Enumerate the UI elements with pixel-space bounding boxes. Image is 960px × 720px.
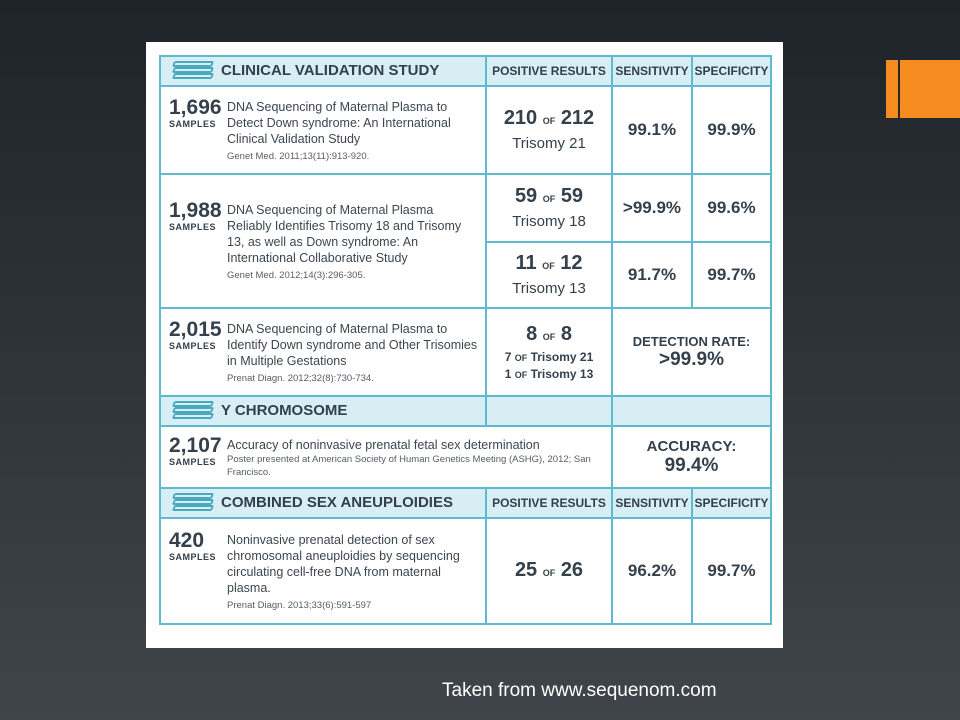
positive-results: 8 OF 8 7 OF Trisomy 21 1 OF Trisomy 13	[486, 308, 612, 396]
study-title: DNA Sequencing of Maternal Plasma to Identify Down syndrome and Other Trisomies in Multiple Gestations	[227, 322, 478, 368]
sensitivity-value: >99.9%	[612, 174, 692, 242]
study-cell	[160, 86, 486, 174]
col-header-specificity: SPECIFICITY	[692, 488, 771, 518]
sensitivity-value: 99.1%	[612, 86, 692, 174]
specificity-value: 99.7%	[692, 518, 771, 624]
table-row	[160, 426, 771, 488]
specificity-value: 99.6%	[692, 174, 771, 242]
specificity-value: 99.7%	[692, 242, 771, 308]
header-row-clinical	[160, 56, 771, 86]
study-cell	[160, 308, 486, 396]
study-cell	[160, 518, 486, 624]
header-row-y	[160, 396, 771, 426]
study-title: DNA Sequencing of Maternal Plasma to Detect Down syndrome: An International Clinical Validation Study	[227, 100, 451, 146]
accuracy: ACCURACY: 99.4%	[612, 426, 771, 488]
study-citation: Prenat Diagn. 2012;32(8):730-734.	[227, 373, 374, 384]
sensitivity-value: 91.7%	[612, 242, 692, 308]
sample-count: 420	[169, 529, 205, 552]
col-header-results: POSITIVE RESULTS	[486, 488, 612, 518]
study-citation: Prenat Diagn. 2013;33(6):591-597	[227, 600, 372, 611]
col-header-results: POSITIVE RESULTS	[486, 56, 612, 86]
section-title-sex: COMBINED SEX ANEUPLOIDIES	[160, 488, 486, 518]
samples-label: SAMPLES	[169, 457, 217, 467]
study-title: Accuracy of noninvasive prenatal fetal sex determination	[227, 438, 540, 452]
study-citation: Genet Med. 2011;13(11):913-920.	[227, 151, 370, 162]
col-header-sensitivity: SENSITIVITY	[612, 488, 692, 518]
table-row	[160, 518, 771, 624]
study-title: Noninvasive prenatal detection of sex chromosomal aneuploidies by sequencing circulating cell-free DNA from maternal plasma.	[227, 533, 460, 595]
study-cell	[160, 426, 612, 488]
samples-label: SAMPLES	[169, 119, 217, 129]
study-cell	[160, 174, 486, 308]
accent-bar	[886, 60, 898, 118]
sample-count: 1,988	[169, 199, 222, 222]
table-row	[160, 308, 771, 396]
samples-label: SAMPLES	[169, 341, 217, 351]
positive-results: 210 OF 212 Trisomy 21	[486, 86, 612, 174]
positive-results: 25 OF 26	[486, 518, 612, 624]
stack-icon	[169, 397, 215, 425]
col-header-specificity: SPECIFICITY	[692, 56, 771, 86]
positive-results: 59 OF 59 Trisomy 18	[486, 174, 612, 242]
samples-label: SAMPLES	[169, 552, 217, 562]
study-citation: Poster presented at American Society of Human Genetics Meeting (ASHG), 2012; San Francisco.	[227, 454, 591, 478]
sample-count: 2,107	[169, 434, 222, 457]
sensitivity-value: 96.2%	[612, 518, 692, 624]
study-title: DNA Sequencing of Maternal Plasma Reliably Identifies Trisomy 18 and Trisomy 13, as well as Down syndrome: An International Collaborative Study	[227, 203, 462, 265]
stack-icon	[169, 57, 215, 85]
table-row	[160, 86, 771, 174]
sample-count: 1,696	[169, 96, 222, 119]
source-caption: Taken from www.sequenom.com	[442, 680, 717, 701]
validation-table	[159, 55, 772, 625]
accent-block	[900, 60, 960, 118]
section-title-clinical: CLINICAL VALIDATION STUDY	[160, 56, 486, 86]
samples-label: SAMPLES	[169, 222, 217, 232]
study-citation: Genet Med. 2012;14(3):296-305.	[227, 270, 366, 281]
sample-count: 2,015	[169, 318, 222, 341]
col-header-sensitivity: SENSITIVITY	[612, 56, 692, 86]
specificity-value: 99.9%	[692, 86, 771, 174]
detection-rate: DETECTION RATE: >99.9%	[612, 308, 771, 396]
infographic-card	[146, 42, 783, 648]
section-title-y: Y CHROMOSOME	[160, 396, 486, 426]
table-row	[160, 174, 771, 242]
stack-icon	[169, 489, 215, 517]
header-row-sex	[160, 488, 771, 518]
positive-results: 11 OF 12 Trisomy 13	[486, 242, 612, 308]
